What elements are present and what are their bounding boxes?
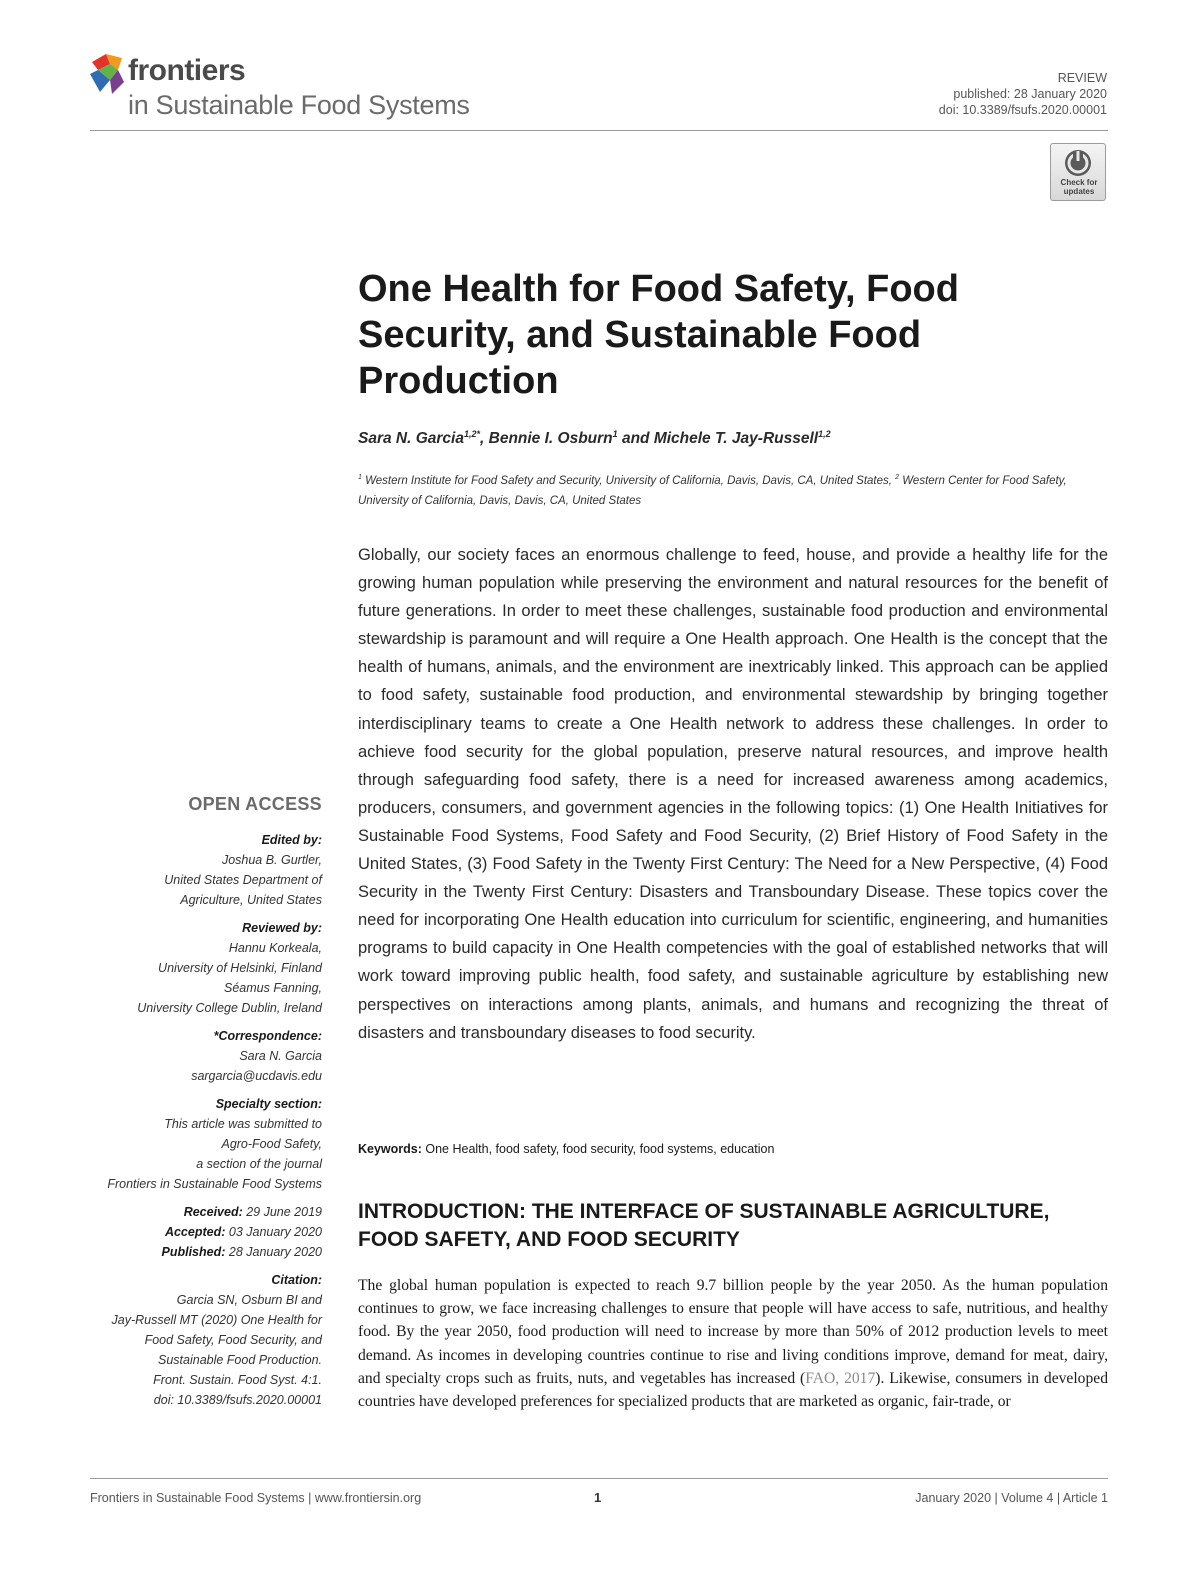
citation-doi[interactable]: doi: 10.3389/fsufs.2020.00001 [153, 1393, 322, 1407]
abstract: Globally, our society faces an enormous challenge to feed, house, and provide a healthy life for the growing human population while preserving the environment and natural resources for the benefit of future generations. In order to meet these challenges, sustainable food production and environmental stewardship is paramount and will require a One Health approach. One Health is the concept that the health of humans, animals, and the environment are inextricably linked. This approach can be applied to food safety, sustainable food production, and environmental stewardship by bringing together interdisciplinary teams to create a One Health network to address these challenges. In order to achieve food security for the global population, preserve natural resources, and improve health through safeguarding food safety, there is a need for increased awareness among academics, producers, consumers, and government agencies in the following topics: (1) One Health Initiatives for Sustainable Food Systems, Food Safety and Food Security, (2) Brief History of Food Safety in the United States, (3) Food Safety in the Twenty First Century: The Need for a New Perspective, (4) Food Security in the Twenty First Century: Disasters and Transboundary Disease. These topics cover the need for incorporating One Health education into curriculum for scientific, engineering, and humanities programs to build capacity in One Health competencies with the goal of established networks that will work toward improving public health, food safety, and sustainable agriculture by establishing new perspectives on interactions among plants, animals, and humans and recognizing the threat of disasters and transboundary diseases to food security. [358, 546, 1108, 1042]
reviewed-by-label: Reviewed by: [242, 921, 322, 935]
citation-link[interactable]: FAO, 2017 [805, 1369, 876, 1387]
check-for-updates-button[interactable] [1050, 143, 1106, 201]
article-meta [939, 70, 1107, 118]
author-affiliation-marker: 1,2* [463, 429, 480, 439]
affiliation-2: Western Center for Food Safety, University of California, Davis, Davis, CA, United States [358, 474, 1067, 507]
intro-paragraph: The global human population is expected to reach 9.7 billion people by the year 2050. As the human population continues to grow, we face increasing challenges to ensure that people will have access to safe, nutritious, and healthy food. By the year 2050, food production will need to increase by more than 50% of 2012 production levels to meet demand. As incomes in developing countries continue to rise and living conditions improve, demand for meat, dairy, and specialty crops such as fruits, nuts, and vegetables has increased (FAO, 2017). Likewise, consumers in developed countries have developed preferences for specialized products that are marketed as organic, fair-trade, or [358, 1277, 1108, 1411]
accepted-date: Accepted: 03 January 2020 [164, 1225, 322, 1239]
affiliation-1: Western Institute for Food Safety and Security, University of California, Davis, Davis, CA, United States, [361, 474, 896, 487]
open-access-label: OPEN ACCESS [188, 794, 322, 814]
footer-issue-info: January 2020 | Volume 4 | Article 1 [915, 1491, 1108, 1505]
keywords-list: One Health, food safety, food security, food systems, education [421, 1142, 775, 1156]
author-name[interactable]: Sara N. Garcia [358, 430, 464, 448]
check-updates-label: Check for updates [1060, 178, 1098, 196]
author-name[interactable]: Bennie I. Osburn [488, 430, 613, 448]
reviewer-name[interactable]: Hannu Korkeala, [228, 941, 322, 955]
author-list: Sara N. Garcia$^{1,2*}$, Bennie I. Osburn$^1$ and Michele T. Jay-Russell$^{1,2}$ [358, 429, 831, 448]
article-doi[interactable]: doi: 10.3389/fsufs.2020.00001 [938, 103, 1107, 117]
journal-logo[interactable] [88, 52, 488, 122]
page-number: 1 [594, 1490, 602, 1505]
correspondence-email[interactable]: sargarcia@ucdavis.edu [191, 1069, 322, 1083]
keywords [358, 1142, 1108, 1156]
editor-name[interactable]: Joshua B. Gurtler, [221, 853, 322, 867]
received-date: Received: 29 June 2019 [183, 1205, 322, 1219]
citation-label: Citation: [271, 1273, 322, 1287]
check-updates-icon [1063, 148, 1093, 178]
edited-by-label: Edited by: [261, 833, 322, 847]
header-divider [90, 130, 1108, 131]
logo-wordmark: frontiers [128, 54, 246, 87]
author-name[interactable]: Michele T. Jay-Russell [653, 430, 819, 448]
keywords-label: Keywords: [358, 1142, 422, 1156]
journal-name: in Sustainable Food Systems [128, 90, 470, 120]
published-date-sidebar: Published: 28 January 2020 [161, 1245, 322, 1259]
author-affiliation-marker: 1,2 [818, 429, 831, 439]
footer-divider [90, 1478, 1108, 1479]
section-heading: INTRODUCTION: THE INTERFACE OF SUSTAINABLE AGRICULTURE, FOOD SAFETY, AND FOOD SECURITY [358, 1200, 1050, 1251]
article-type: REVIEW [1057, 71, 1107, 85]
specialty-section-label: Specialty section: [215, 1097, 322, 1111]
published-date: published: 28 January 2020 [953, 87, 1107, 101]
article-title: One Health for Food Safety, Food Security, and Sustainable Food Production [358, 268, 959, 402]
footer-journal-link[interactable]: Frontiers in Sustainable Food Systems | www.frontiersin.org [90, 1491, 422, 1505]
correspondence-name: Sara N. Garcia [239, 1049, 322, 1063]
affiliations: $^1$ Western Institute for Food Safety and Security, University of California, Davis, Davis, CA, United States, $^2$ Western Center for Food Safety, University of California, Davis, Davis, CA, United States [358, 474, 1067, 507]
correspondence-label: *Correspondence: [213, 1029, 322, 1043]
author-affiliation-marker: 1 [612, 429, 618, 439]
frontiers-logo-icon [88, 52, 126, 96]
article-sidebar: OPEN ACCESS Edited by: Joshua B. Gurtler, United States Department of Agriculture, United States Reviewed by: Hannu Korkeala, University of Helsinki, Finland Séamus Fanning, University College Dublin, Ireland *Correspondence: Sara N. Garcia sargarcia@ucdavis.edu Specialty section: This article was submitted to Agro-Food Safety, a section of the journal Frontiers in Sustainable Food Systems Received: 29 June 2019 Accepted: 03 January 2020 Published: 28 January 2020 Citation: Garcia SN, Osburn BI and Jay-Russell MT (2020) One Health for Food Safety, Food Security, and Sustainable Food Production. Front. Sustain. Food Syst. 4:1. doi: 10.3389/fsufs.2020.00001 [60, 792, 322, 1410]
reviewer-name[interactable]: Séamus Fanning, [224, 981, 322, 995]
